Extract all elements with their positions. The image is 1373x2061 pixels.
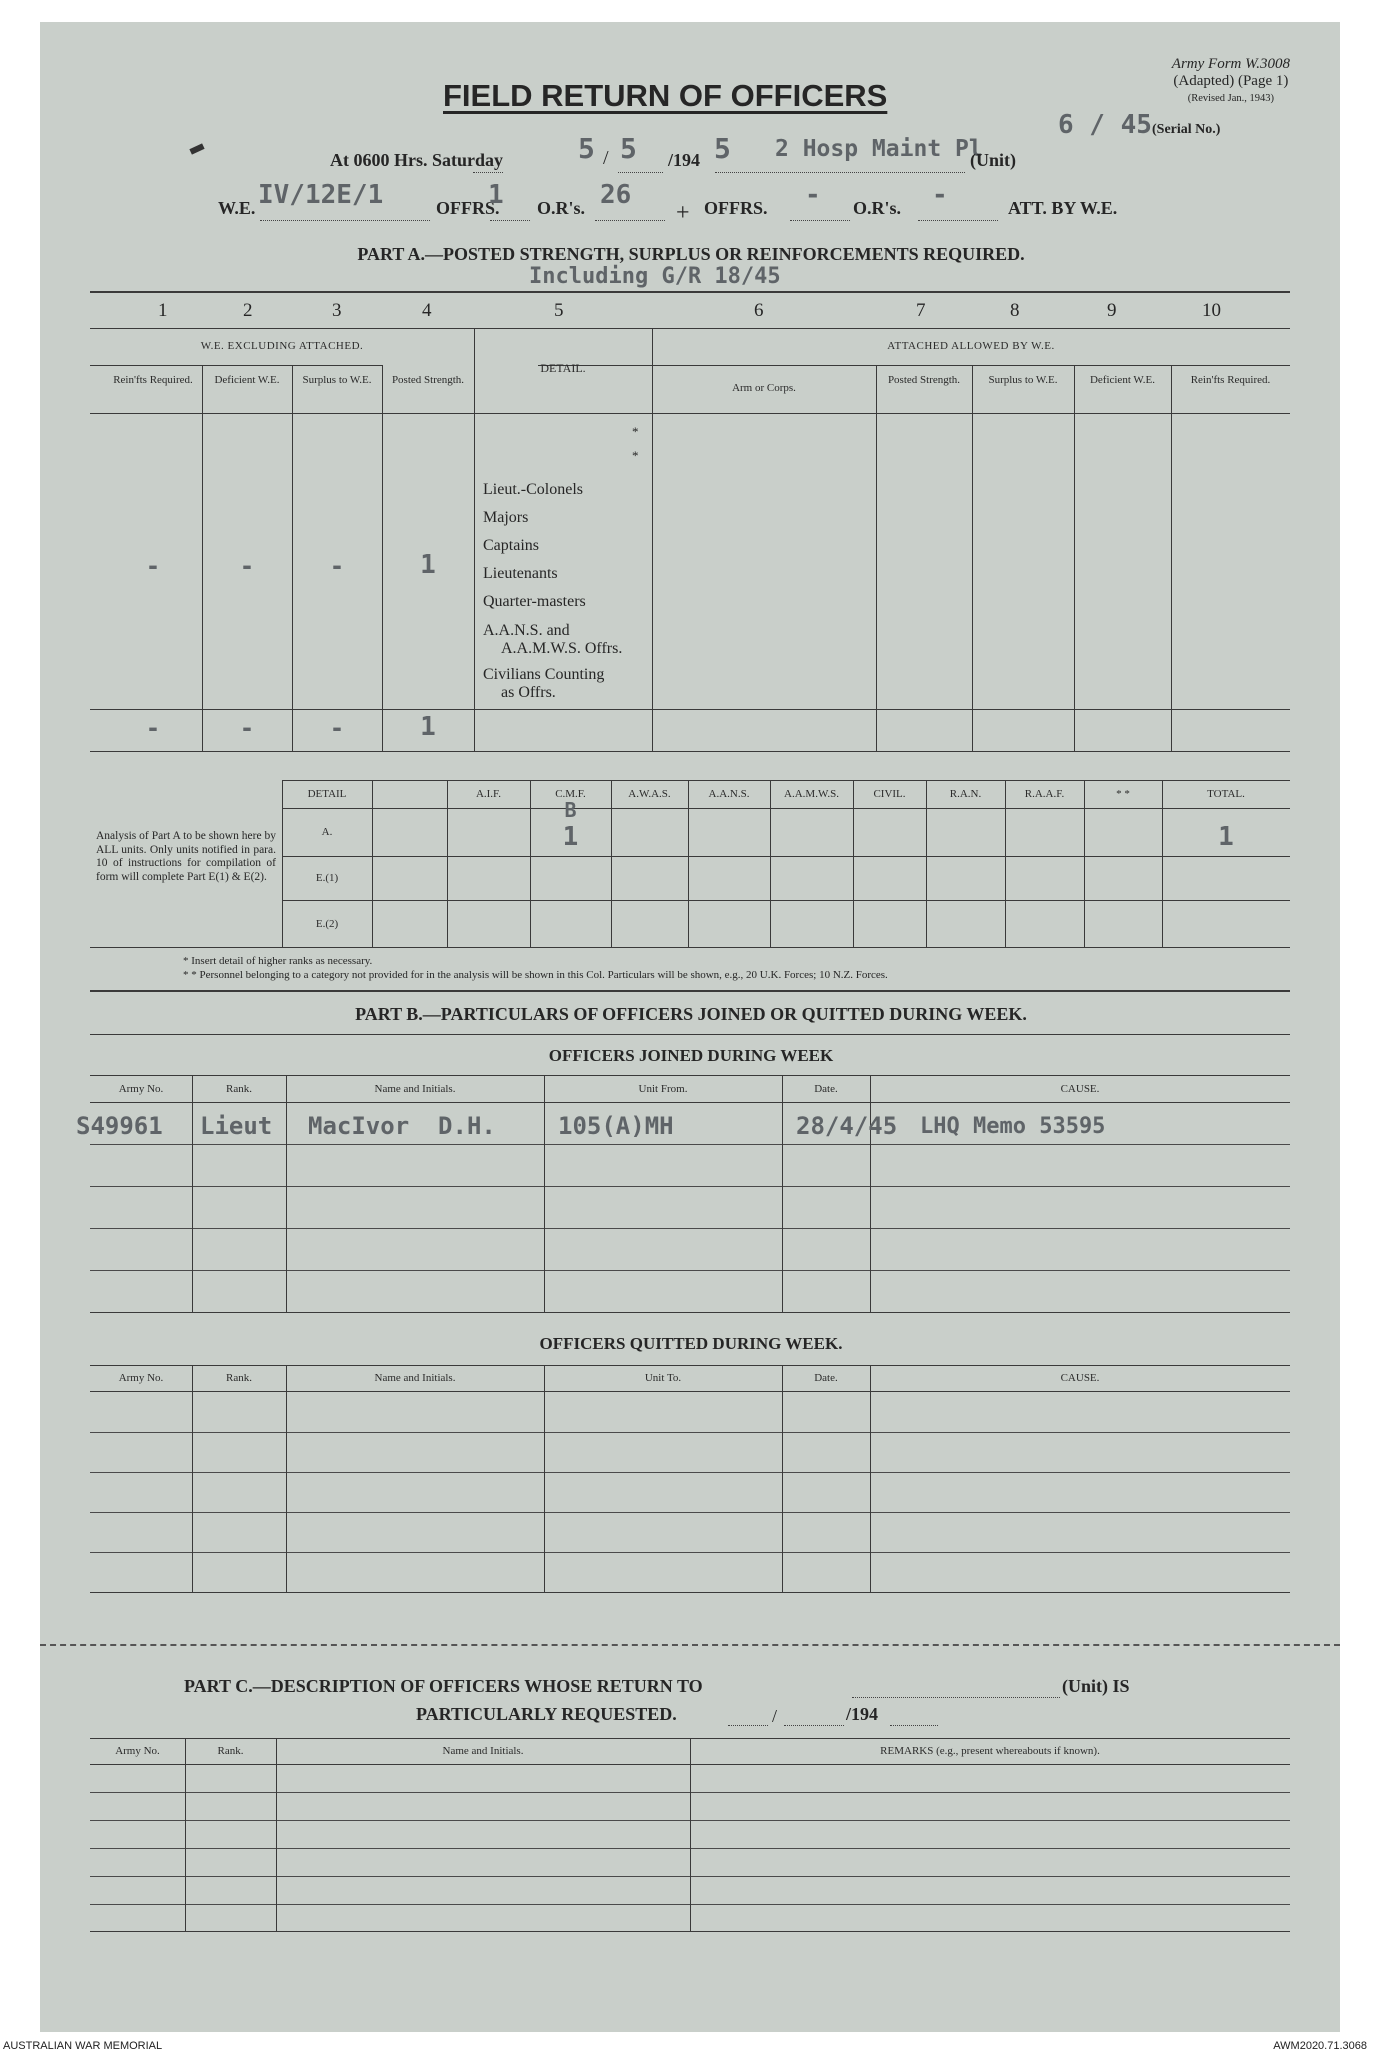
subheader-surplus-to-we: Surplus to W.E. (302, 374, 372, 386)
total-deficient-value: - (239, 714, 255, 742)
analysis-v5 (688, 780, 689, 947)
subheader-arm-or-corps: Arm or Corps. (732, 382, 796, 394)
joined-v2 (286, 1075, 287, 1312)
joined-rank-value: Lieut (200, 1112, 273, 1140)
lieut-surplus-value: - (329, 552, 345, 580)
quitted-header-army-no: Army No. (118, 1372, 164, 1384)
rank-lieut-colonels: Lieut.-Colonels (483, 481, 583, 498)
analysis-header-other: * * (1116, 788, 1130, 800)
att-by-we-label: ATT. BY W.E. (1008, 198, 1118, 218)
asterisk-1: * (632, 424, 639, 439)
unit-dots (715, 172, 965, 173)
part-c-slash: / (772, 1706, 778, 1726)
quitted-title: OFFICERS QUITTED DURING WEEK. (539, 1334, 843, 1353)
analysis-v1 (372, 780, 373, 947)
joined-unit-from-value: 105(A)MH (558, 1112, 674, 1140)
col-num-9: 9 (1107, 300, 1117, 321)
date-slash: / (603, 147, 609, 169)
offrs-dots (490, 220, 530, 221)
rank-aamws: A.A.M.W.S. Offrs. (501, 640, 623, 657)
analysis-v4 (611, 780, 612, 947)
rank-captains: Captains (483, 537, 539, 554)
analysis-v7 (853, 780, 854, 947)
analysis-header-cmf: C.M.F. (555, 788, 586, 800)
analysis-cmf-value: 1 (562, 822, 579, 852)
joined-row-4 (90, 1270, 1290, 1271)
part-c-title-prefix: PART C.—DESCRIPTION OF OFFICERS WHOSE RETURN TO (184, 1676, 703, 1696)
asterisk-2: * (632, 448, 639, 463)
form-line-3: (Revised Jan., 1943) (1187, 93, 1275, 104)
subheader-deficient-we-att: Deficient W.E. (1089, 374, 1156, 386)
quitted-row-4 (90, 1552, 1290, 1553)
group-header-attached-allowed: ATTACHED ALLOWED BY W.E. (887, 340, 1055, 352)
joined-header-army-no: Army No. (118, 1083, 164, 1095)
quitted-header-top (90, 1365, 1290, 1366)
part-a-typed-note: Including G/R 18/45 (529, 264, 781, 289)
joined-header-rank: Rank. (226, 1083, 252, 1095)
col-num-8: 8 (1010, 300, 1020, 321)
total-reinfts-value: - (145, 714, 161, 742)
subheader-reinfts-required: Rein'fts Required. (113, 374, 193, 386)
part-c-day-dots (728, 1725, 768, 1726)
quitted-bottom (90, 1592, 1290, 1593)
unit-label: (Unit) (970, 150, 1016, 170)
analysis-v2 (447, 780, 448, 947)
joined-row-3 (90, 1228, 1290, 1229)
offrs-att-dots (790, 220, 850, 221)
joined-header-unit-from: Unit From. (638, 1083, 688, 1095)
partA-v7 (972, 365, 973, 751)
analysis-header-ran: R.A.N. (949, 788, 982, 800)
rank-lieutenants: Lieutenants (483, 565, 558, 582)
form-line-2: (Adapted) (Page 1) (1173, 73, 1289, 89)
quitted-row-2 (90, 1472, 1290, 1473)
partc-v1 (185, 1738, 186, 1931)
ink-mark (189, 143, 204, 154)
partA-v9 (1171, 365, 1172, 751)
analysis-bottom (90, 947, 1290, 948)
ors-value: 26 (600, 180, 632, 210)
ors-att-dots (918, 220, 998, 221)
quitted-v1 (192, 1365, 193, 1592)
subheader-surplus-to-we-att: Surplus to W.E. (988, 374, 1058, 386)
offrs-value: 1 (488, 180, 504, 210)
col-num-10: 10 (1202, 300, 1221, 321)
analysis-cmf-mark: B (564, 798, 577, 822)
rank-quarter-masters: Quarter-masters (483, 593, 586, 610)
footnote-2: * * Personnel belonging to a category not provided for in the analysis will be shown in this Col. Particulars will be shown, e.g., 20 U.K. Forces; 10 N.Z. Forces. (183, 969, 888, 981)
part-c-requested: PARTICULARLY REQUESTED. (416, 1704, 677, 1724)
quitted-v3 (544, 1365, 545, 1592)
partc-v2 (276, 1738, 277, 1931)
partA-v4 (474, 328, 475, 751)
offrs-attached-label: OFFRS. (704, 198, 768, 218)
joined-v3 (544, 1075, 545, 1312)
analysis-row-a-bottom (282, 856, 1290, 857)
analysis-row-a: A. (321, 826, 333, 838)
we-label: W.E. (218, 198, 256, 218)
joined-header-cause: CAUSE. (1060, 1083, 1100, 1095)
part-c-title-suffix: (Unit) IS (1062, 1676, 1130, 1696)
rank-aans: A.A.N.S. and (483, 622, 570, 639)
we-value: IV/12E/1 (258, 180, 384, 210)
quitted-v5 (870, 1365, 871, 1592)
column-numbers-row (92, 300, 1290, 324)
part-a-title: PART A.—POSTED STRENGTH, SURPLUS OR REINFORCEMENTS REQUIRED. (357, 244, 1025, 264)
unit-value: 2 Hosp Maint Pl (775, 136, 983, 162)
rank-majors: Majors (483, 509, 529, 526)
lieut-posted-value: 1 (420, 550, 436, 580)
subheader-posted-strength-att: Posted Strength. (887, 374, 961, 386)
quitted-header-date: Date. (814, 1372, 838, 1384)
partA-header-bottom (90, 413, 1290, 414)
analysis-header-top (282, 780, 1290, 781)
analysis-header-raaf: R.A.A.F. (1024, 788, 1065, 800)
partc-header-name: Name and Initials. (442, 1745, 524, 1757)
analysis-row-e1-bottom (282, 900, 1290, 901)
partA-v6 (876, 365, 877, 751)
we-dots (260, 220, 430, 221)
part-a-top-rule (90, 291, 1290, 293)
footer-archive-label: AUSTRALIAN WAR MEMORIAL (3, 2040, 163, 2052)
ors-label: O.R's. (537, 198, 586, 218)
partc-header-army-no: Army No. (115, 1745, 160, 1757)
analysis-v9 (1005, 780, 1006, 947)
subheader-deficient-we: Deficient W.E. (214, 374, 280, 386)
form-sheet (40, 22, 1340, 2032)
detail-header: DETAIL. (540, 361, 586, 375)
quitted-header-rank: Rank. (226, 1372, 252, 1384)
analysis-v8 (926, 780, 927, 947)
page-title: FIELD RETURN OF OFFICERS (443, 78, 888, 113)
plus-sign: + (676, 200, 690, 226)
col-num-4: 4 (422, 300, 432, 321)
ors-attached-value: - (932, 180, 948, 210)
ors-attached-label: O.R's. (853, 198, 902, 218)
joined-v1 (192, 1075, 193, 1312)
partA-total-top (90, 709, 1290, 710)
joined-row-1 (90, 1144, 1290, 1145)
lieut-deficient-value: - (239, 552, 255, 580)
joined-v5 (870, 1075, 871, 1312)
total-surplus-value: - (329, 714, 345, 742)
analysis-header-detail: DETAIL (307, 788, 347, 800)
analysis-row-e2: E.(2) (315, 918, 339, 930)
analysis-v11 (1162, 780, 1163, 947)
part-c-year: /194 (846, 1704, 879, 1724)
joined-bottom (90, 1312, 1290, 1313)
quitted-header-unit-to: Unit To. (644, 1372, 682, 1384)
partA-v8 (1074, 365, 1075, 751)
rank-civilians: Civilians Counting (483, 666, 605, 683)
partc-header-remarks: REMARKS (e.g., present whereabouts if known). (880, 1745, 1100, 1757)
col-num-2: 2 (243, 300, 253, 321)
subheader-reinfts-required-att: Rein'fts Required. (1190, 374, 1271, 386)
footnote-1: * Insert detail of higher ranks as necessary. (183, 955, 373, 967)
total-posted-value: 1 (420, 712, 436, 742)
analysis-total-value: 1 (1218, 822, 1234, 852)
analysis-header-bottom (282, 808, 1290, 809)
date-year-suffix: 5 (714, 132, 731, 165)
joined-header-name: Name and Initials. (374, 1083, 456, 1095)
joined-v4 (782, 1075, 783, 1312)
joined-row-2 (90, 1186, 1290, 1187)
date-day-value: 5 (578, 132, 595, 165)
partc-bottom (90, 1931, 1290, 1932)
joined-date-value: 28/4/45 (796, 1112, 898, 1140)
form-line-1: Army Form W.3008 (1171, 56, 1290, 72)
joined-header-top (90, 1075, 1290, 1076)
joined-header-date: Date. (814, 1083, 838, 1095)
footer-accession-number: AWM2020.71.3068 (1273, 2040, 1367, 2052)
col-num-5: 5 (554, 300, 564, 321)
tear-line (40, 1644, 1340, 1646)
analysis-header-awas: A.W.A.S. (628, 788, 671, 800)
col-num-6: 6 (754, 300, 764, 321)
rank-as-offrs: as Offrs. (501, 684, 556, 701)
offrs-attached-value: - (805, 180, 821, 210)
rank-list (483, 476, 622, 702)
serial-number-value: 6 / 45 (1058, 110, 1152, 140)
analysis-note: Analysis of Part A to be shown here by ALL units. Only units notified in para. 10 of instructions for compilation of form will complete Part E(1) & E(2). (96, 830, 276, 883)
group-header-we-excluding: W.E. EXCLUDING ATTACHED. (200, 340, 364, 352)
quitted-header-name: Name and Initials. (374, 1372, 456, 1384)
part-b-top-rule (90, 990, 1290, 992)
analysis-header-civil: CIVIL. (873, 788, 906, 800)
col-num-1: 1 (158, 300, 168, 321)
partA-total-bottom (90, 751, 1290, 752)
ors-dots (595, 220, 665, 221)
part-b-title: PART B.—PARTICULARS OF OFFICERS JOINED OR QUITTED DURING WEEK. (355, 1004, 1027, 1024)
offrs-label: OFFRS. (436, 198, 500, 218)
part-b-title-rule (90, 1034, 1290, 1035)
analysis-header-aans: A.A.N.S. (708, 788, 750, 800)
col-num-7: 7 (916, 300, 926, 321)
part-c-unit-dots (852, 1697, 1060, 1698)
analysis-header-aamws: A.A.M.W.S. (784, 788, 839, 800)
at-hours-label: At 0600 Hrs. Saturday (330, 150, 504, 170)
analysis-v6 (770, 780, 771, 947)
date-month-value: 5 (620, 132, 637, 165)
part-c-month-dots (784, 1725, 844, 1726)
joined-name-value: MacIvor D.H. (308, 1112, 496, 1140)
date-day-dots (473, 172, 503, 173)
quitted-v4 (782, 1365, 783, 1592)
analysis-header-aif: A.I.F. (475, 788, 502, 800)
analysis-row-e1: E.(1) (315, 872, 339, 884)
date-month-dots (618, 172, 663, 173)
joined-army-no-value: S49961 (76, 1112, 163, 1140)
col-num-3: 3 (332, 300, 342, 321)
lieut-reinfts-value: - (145, 552, 161, 580)
joined-title: OFFICERS JOINED DURING WEEK (548, 1046, 834, 1065)
analysis-v10 (1084, 780, 1085, 947)
analysis-header-total: TOTAL. (1207, 788, 1245, 800)
partc-header-rank: Rank. (217, 1745, 244, 1757)
army-form-reference (1172, 56, 1290, 107)
quitted-row-1 (90, 1432, 1290, 1433)
quitted-header-cause: CAUSE. (1060, 1372, 1100, 1384)
serial-number-label: (Serial No.) (1152, 122, 1221, 137)
date-year-prefix: /194 (668, 150, 701, 170)
subheader-posted-strength: Posted Strength. (391, 374, 465, 386)
joined-header-bottom (90, 1102, 1290, 1103)
partA-header-top (90, 328, 1290, 329)
quitted-v2 (286, 1365, 287, 1592)
partc-v3 (690, 1738, 691, 1931)
quitted-header-bottom (90, 1391, 1290, 1392)
partA-left-group-divider (90, 365, 382, 366)
part-c-year-dots (890, 1725, 938, 1726)
joined-cause-value: LHQ Memo 53595 (920, 1114, 1106, 1139)
quitted-row-3 (90, 1512, 1290, 1513)
